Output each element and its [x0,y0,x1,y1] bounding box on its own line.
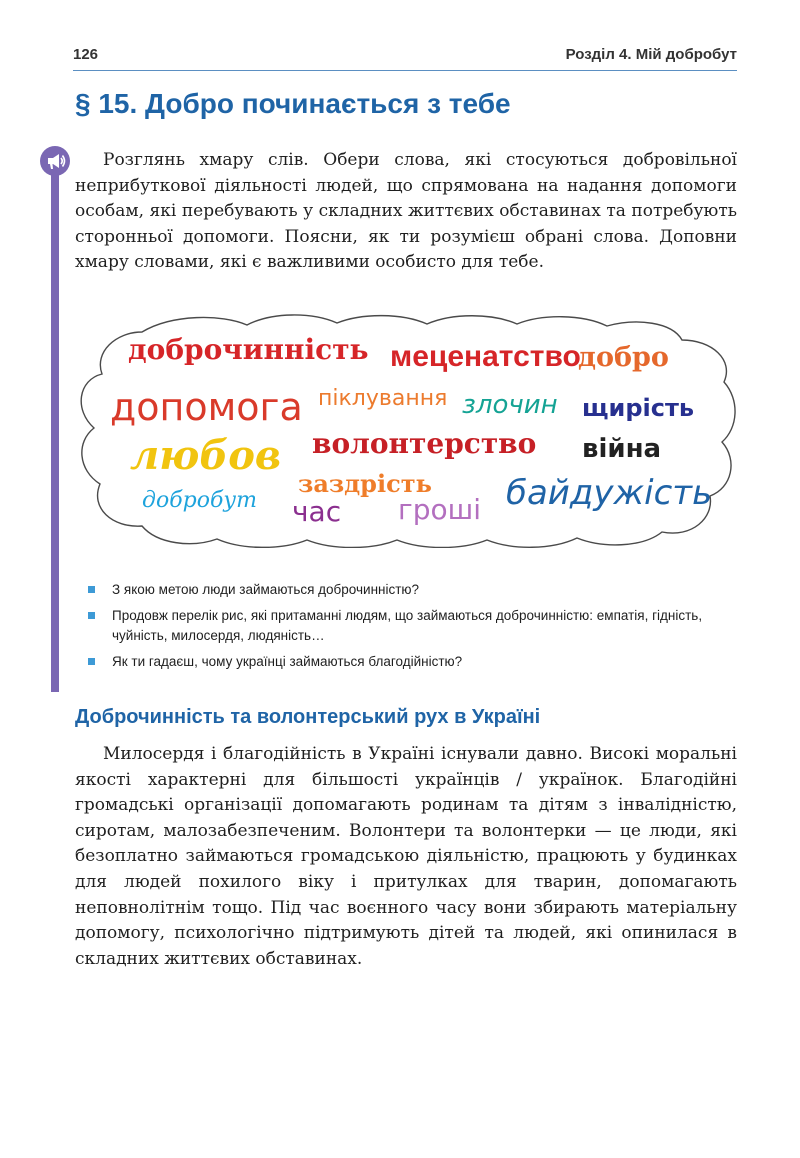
section-subheading: Доброчинність та волонтерський рух в Україні [75,706,541,728]
cloud-word: піклування [318,386,448,411]
cloud-word: щирість [582,394,695,422]
cloud-word: волонтерство [312,427,537,460]
cloud-word: гроші [398,493,482,526]
bullet-square-icon [88,612,95,619]
cloud-word: злочин [462,390,558,420]
question-text: Продовж перелік рис, які притаманні людям, що займаються доброчинністю: емпатія, гідність, чуйність, милосердя, людяність… [112,608,703,643]
cloud-word: любов [130,432,282,479]
cloud-word: час [292,495,342,528]
cloud-word: добробут [142,488,257,513]
section-name: Розділ 4. Мій добробут [565,46,737,63]
word-cloud [72,310,740,548]
cloud-word: доброчинність [128,333,369,366]
cloud-word: меценатство [390,340,581,373]
body-paragraph: Милосердя і благодійність в Україні існували давно. Високі моральні якості характерні для більшості українців / українок. Благодійні громадські організації допомагають родинам та дітям з інвалідністю, сиротам, малозабезпеченим. Волонтери та волонтерки — це люди, які безоплатно займаються громадською діяльністю, працюють у будинках для людей похилого віку і притулках для тварин, допомагають неповнолітнім тощо. Під час воєнного часу вони збирають матеріальну допомогу, психологічно підтримують дітей та людей, які опинилася в складних життєвих обставинах. [75,744,737,969]
question-text: Як ти гадаєш, чому українці займаються благодійністю? [112,654,463,669]
bullet-square-icon [88,586,95,593]
bullet-square-icon [88,658,95,665]
page-header [73,44,737,71]
cloud-word: війна [582,434,662,464]
cloud-word: допомога [110,385,303,429]
page-number: 126 [73,46,99,63]
megaphone-icon [40,146,70,176]
cloud-word: заздрість [298,469,432,498]
question-item [88,580,738,600]
task-text: Розглянь хмару слів. Обери слова, які стосуються добровільної неприбуткової діяльності людей, що спрямована на надання допомоги особам, які перебувають у складних життєвих обставинах та потребують сторонньої допомоги. Поясни, як ти розумієш обрані слова. Доповни хмару словами, які є важливими особисто для тебе. [75,150,737,273]
task-sidebar-bar [51,170,59,692]
page-title: § 15. Добро починається з тебе [75,88,511,119]
question-text: З якою метою люди займаються доброчинністю? [112,582,420,597]
question-list [88,580,738,678]
question-item [88,652,738,672]
cloud-word: байдужість [506,473,713,513]
question-item [88,606,738,646]
cloud-word: добро [578,342,669,373]
